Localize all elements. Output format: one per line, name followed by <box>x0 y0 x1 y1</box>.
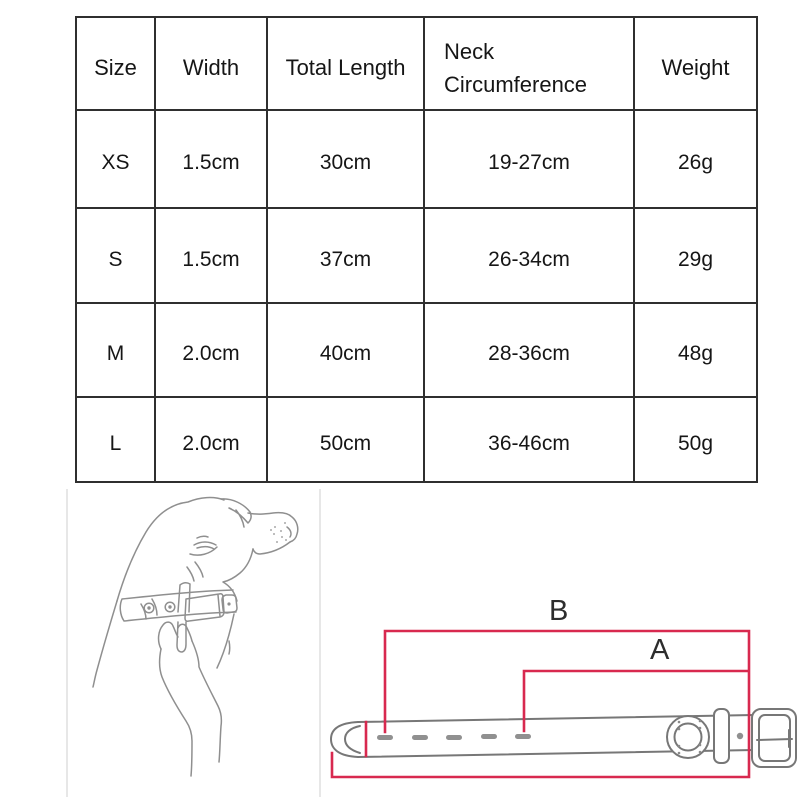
collar-diagram-illustration <box>331 631 796 777</box>
dog-jaw <box>223 549 253 601</box>
dog-muzzle-dots <box>270 522 287 543</box>
collar-tip-stitch <box>345 726 360 753</box>
table-cell: 26-34cm <box>424 208 634 303</box>
collar-slot-holes <box>377 734 531 740</box>
col-header-neck-circumference-text: Neck Circumference <box>444 38 588 97</box>
table-cell: 29g <box>634 208 757 303</box>
dog-ear <box>221 499 251 527</box>
dog-collar-grommets <box>144 602 175 613</box>
table-cell: 1.5cm <box>155 208 267 303</box>
hand-fingers <box>159 622 192 649</box>
table-cell: 2.0cm <box>155 397 267 482</box>
round-hole <box>737 733 743 739</box>
table-cell: S <box>76 208 155 303</box>
table-cell: 37cm <box>267 208 424 303</box>
table-cell: 50cm <box>267 397 424 482</box>
dog-head-outline <box>117 498 224 601</box>
col-header-width: Width <box>155 17 267 110</box>
table-cell: 36-46cm <box>424 397 634 482</box>
hand-arm-outline <box>160 641 222 776</box>
col-header-weight: Weight <box>634 17 757 110</box>
table-cell: 1.5cm <box>155 110 267 208</box>
table-cell: 40cm <box>267 303 424 397</box>
col-header-size: Size <box>76 17 155 110</box>
table-cell: 2.0cm <box>155 303 267 397</box>
dog-cheek-lines <box>187 547 217 581</box>
table-cell: 30cm <box>267 110 424 208</box>
dog-collar-keeper-dot <box>227 602 230 605</box>
dog-eye <box>194 536 216 549</box>
col-header-total-length: Total Length <box>267 17 424 110</box>
dog-mouth <box>253 542 290 554</box>
dog-neck-right <box>217 614 234 668</box>
table-cell: M <box>76 303 155 397</box>
keeper-loop <box>714 709 729 763</box>
table-cell: L <box>76 397 155 482</box>
table-cell: 50g <box>634 397 757 482</box>
dog-sketch-illustration <box>93 498 298 776</box>
measure-label-b: B <box>549 595 569 627</box>
table-cell: 28-36cm <box>424 303 634 397</box>
table-cell: 26g <box>634 110 757 208</box>
dog-collar-buckle <box>185 594 224 621</box>
dog-nostril <box>287 527 291 537</box>
table-cell: 19-27cm <box>424 110 634 208</box>
d-ring-icon <box>667 716 709 758</box>
measure-label-a: A <box>650 634 670 666</box>
table-cell: 48g <box>634 303 757 397</box>
table-cell: XS <box>76 110 155 208</box>
